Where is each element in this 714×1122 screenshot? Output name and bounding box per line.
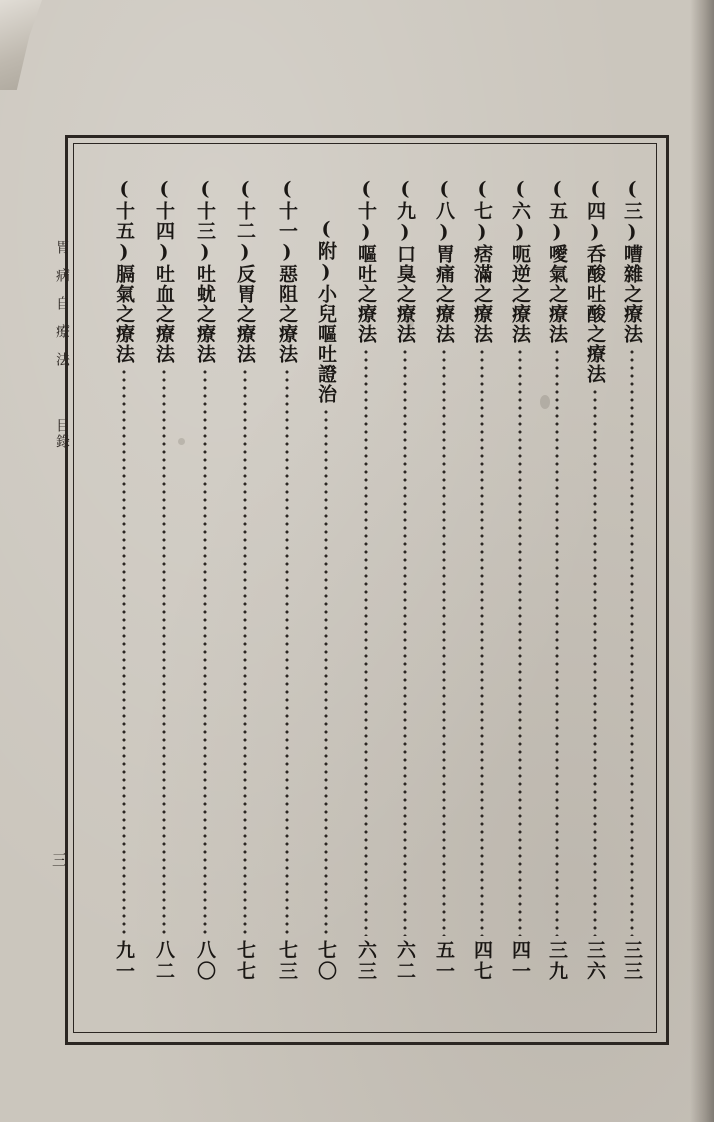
toc-entry-page: 七〇 bbox=[315, 940, 337, 982]
toc-entry-title: (八)胃痛之療法 bbox=[433, 178, 455, 344]
toc-entry bbox=[540, 178, 574, 1010]
toc-entry-page: 三六 bbox=[584, 940, 606, 982]
toc-entry bbox=[147, 178, 181, 1010]
dot-leader bbox=[593, 388, 597, 936]
toc-entry-title: (五)噯氣之療法 bbox=[546, 178, 568, 344]
toc-entry bbox=[270, 178, 304, 1010]
dot-leader bbox=[555, 348, 559, 936]
section-label: 目錄 bbox=[54, 418, 70, 450]
toc-entry-page: 九一 bbox=[113, 940, 135, 982]
toc-entry bbox=[349, 178, 383, 1010]
toc-entry bbox=[188, 178, 222, 1010]
toc-entry-page: 八二 bbox=[153, 940, 175, 982]
dot-leader bbox=[480, 348, 484, 936]
toc-entry-page: 四一 bbox=[509, 940, 531, 982]
toc-entry-title: (十五)膈氣之療法 bbox=[113, 178, 135, 364]
dot-leader bbox=[324, 408, 328, 936]
page-number: 三 bbox=[50, 852, 68, 867]
toc-entry bbox=[465, 178, 499, 1010]
dot-leader bbox=[442, 348, 446, 936]
toc-entry-title: (附)小兒嘔吐證治 bbox=[315, 218, 337, 404]
toc-entry-title: (十三)吐蚘之療法 bbox=[194, 178, 216, 364]
dot-leader bbox=[364, 348, 368, 936]
toc-entry-title: (十一)惡阻之療法 bbox=[276, 178, 298, 364]
toc-entry-title: (三)嘈雜之療法 bbox=[621, 178, 643, 344]
dot-leader bbox=[518, 348, 522, 936]
toc-entry-page: 七三 bbox=[276, 940, 298, 982]
toc-entry-title: (十)嘔吐之療法 bbox=[355, 178, 377, 344]
dot-leader bbox=[285, 368, 289, 936]
toc-entry-page: 六三 bbox=[355, 940, 377, 982]
toc-entry bbox=[309, 218, 343, 1010]
toc-entry-title: (七)痞滿之療法 bbox=[471, 178, 493, 344]
dot-leader bbox=[162, 368, 166, 936]
toc-entry-title: (十二)反胃之療法 bbox=[234, 178, 256, 364]
toc-entry-title: (四)呑酸吐酸之療法 bbox=[584, 178, 606, 384]
toc-entry bbox=[578, 178, 612, 1010]
dot-leader bbox=[403, 348, 407, 936]
torn-corner bbox=[0, 0, 42, 90]
dot-leader bbox=[203, 368, 207, 936]
toc-entry bbox=[228, 178, 262, 1010]
toc-entry-page: 四七 bbox=[471, 940, 493, 982]
toc-entry-page: 五一 bbox=[433, 940, 455, 982]
toc-entry-title: (六)呃逆之療法 bbox=[509, 178, 531, 344]
toc-entry bbox=[615, 178, 649, 1010]
toc-entry-title: (十四)吐血之療法 bbox=[153, 178, 175, 364]
dot-leader bbox=[630, 348, 634, 936]
toc-entry-page: 三九 bbox=[546, 940, 568, 982]
toc-entry bbox=[107, 178, 141, 1010]
toc-entry-page: 八〇 bbox=[194, 940, 216, 982]
spine-shadow bbox=[690, 0, 714, 1122]
running-title: 胃病自療法 bbox=[54, 240, 70, 380]
dot-leader bbox=[243, 368, 247, 936]
toc-entry bbox=[388, 178, 422, 1010]
toc-entry bbox=[427, 178, 461, 1010]
toc-entry-title: (九)口臭之療法 bbox=[394, 178, 416, 344]
toc-entry-page: 三三 bbox=[621, 940, 643, 982]
toc-entry-page: 七七 bbox=[234, 940, 256, 982]
toc-entry bbox=[503, 178, 537, 1010]
toc-entry-page: 六二 bbox=[394, 940, 416, 982]
dot-leader bbox=[122, 368, 126, 936]
